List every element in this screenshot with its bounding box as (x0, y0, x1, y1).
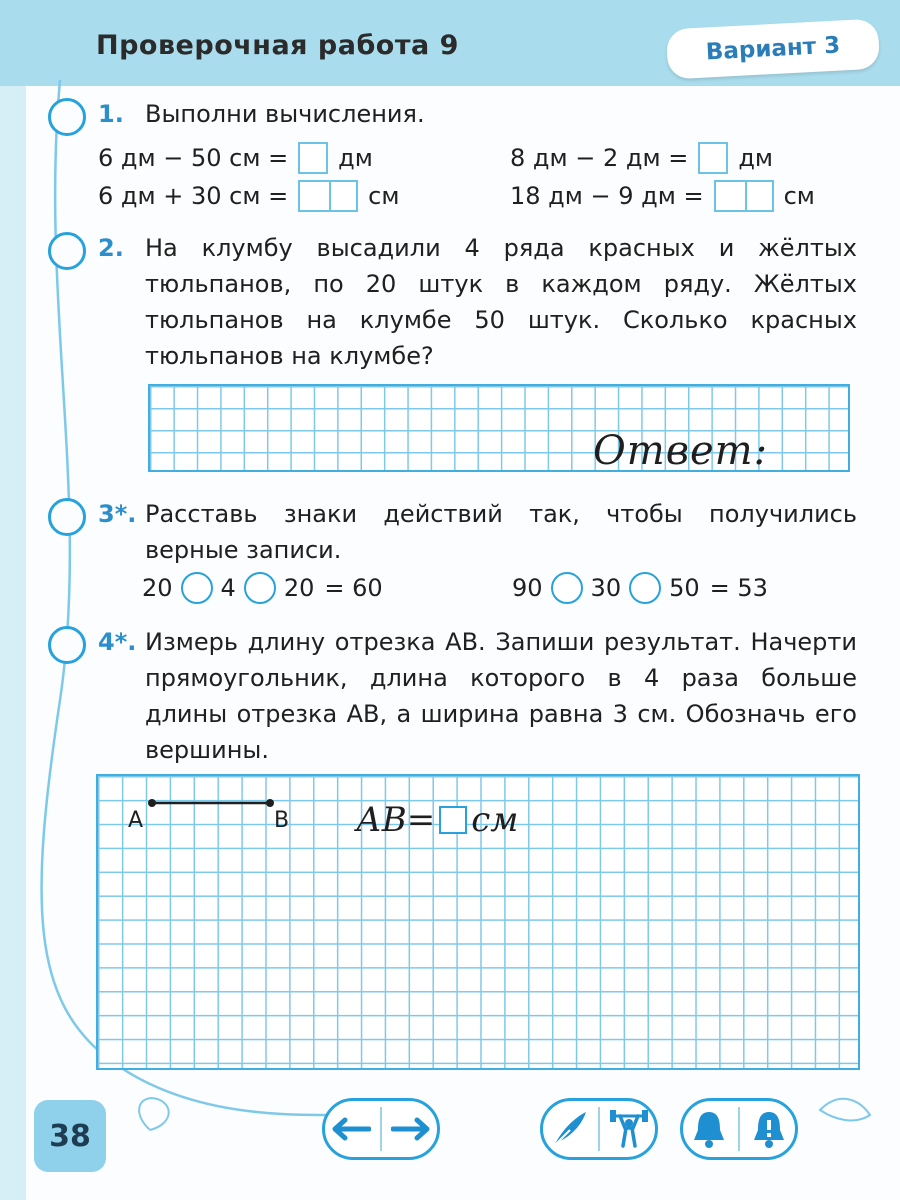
measure-label: АВ= (356, 800, 436, 840)
divider (738, 1107, 740, 1151)
operand: 20 (142, 574, 173, 602)
point-a-label: А (128, 808, 144, 833)
task-3-text: Расставь знаки действий так, чтобы получились верные записи. (145, 500, 857, 564)
measure-unit: см (471, 800, 519, 840)
expression-text: 6 дм − 50 см = (98, 144, 289, 172)
divider (380, 1107, 382, 1151)
operand: 90 (512, 574, 543, 602)
unit-label: дм (738, 144, 774, 172)
measure-answer-box[interactable] (439, 806, 467, 834)
variant-label: Вариант 3 (705, 32, 841, 66)
unit-label: дм (338, 144, 373, 172)
point-b-label: В (274, 808, 290, 833)
expression-text: 6 дм + 30 см = (98, 182, 289, 210)
operand: 50 (669, 574, 700, 602)
task-4-number: 4*. (98, 628, 137, 656)
equation-result: = 60 (324, 574, 383, 602)
task-2-text: На клумбу высадили 4 ряда красных и жёлтых тюльпанов, по 20 штук в каждом ряду. Жёлтых тюльпанов на клумбе 50 штук. Сколько красных тюльпанов на клумбе? (145, 234, 857, 370)
arrow-left-icon[interactable] (327, 1105, 375, 1153)
arrow-right-icon[interactable] (387, 1105, 435, 1153)
expression-text: 8 дм − 2 дм = (510, 144, 689, 172)
unit-label: см (368, 182, 400, 210)
feather-icon (545, 1105, 593, 1153)
operand: 4 (220, 574, 236, 602)
bell-alert-icon (745, 1105, 793, 1153)
page-number: 38 (34, 1100, 106, 1172)
unit-label: см (783, 182, 815, 210)
task-3-number: 3*. (98, 500, 137, 528)
answer-label: Ответ: (593, 428, 769, 474)
bell-icon (685, 1105, 733, 1153)
nav-arrows (322, 1098, 440, 1160)
expression-text: 18 дм − 9 дм = (510, 182, 704, 210)
task-4-text: Измерь длину отрезка АВ. Запиши результат. Начерти прямоугольник, длина которого в 4 раза больше длины отрезка АВ, а ширина равна 3 см. Обозначь его вершины. (145, 628, 857, 764)
weightlifter-icon (605, 1105, 653, 1153)
equation-result: = 53 (709, 574, 768, 602)
bell-icons (680, 1098, 798, 1160)
page-title: Проверочная работа 9 (96, 30, 459, 61)
task-1-text: Выполни вычисления. (145, 100, 425, 128)
difficulty-icons (540, 1098, 658, 1160)
operand: 30 (590, 574, 622, 602)
task-1-number: 1. (98, 100, 124, 128)
ab-measure (356, 800, 518, 840)
operand: 20 (283, 574, 315, 602)
divider (598, 1107, 600, 1151)
task-2-number: 2. (98, 234, 124, 262)
